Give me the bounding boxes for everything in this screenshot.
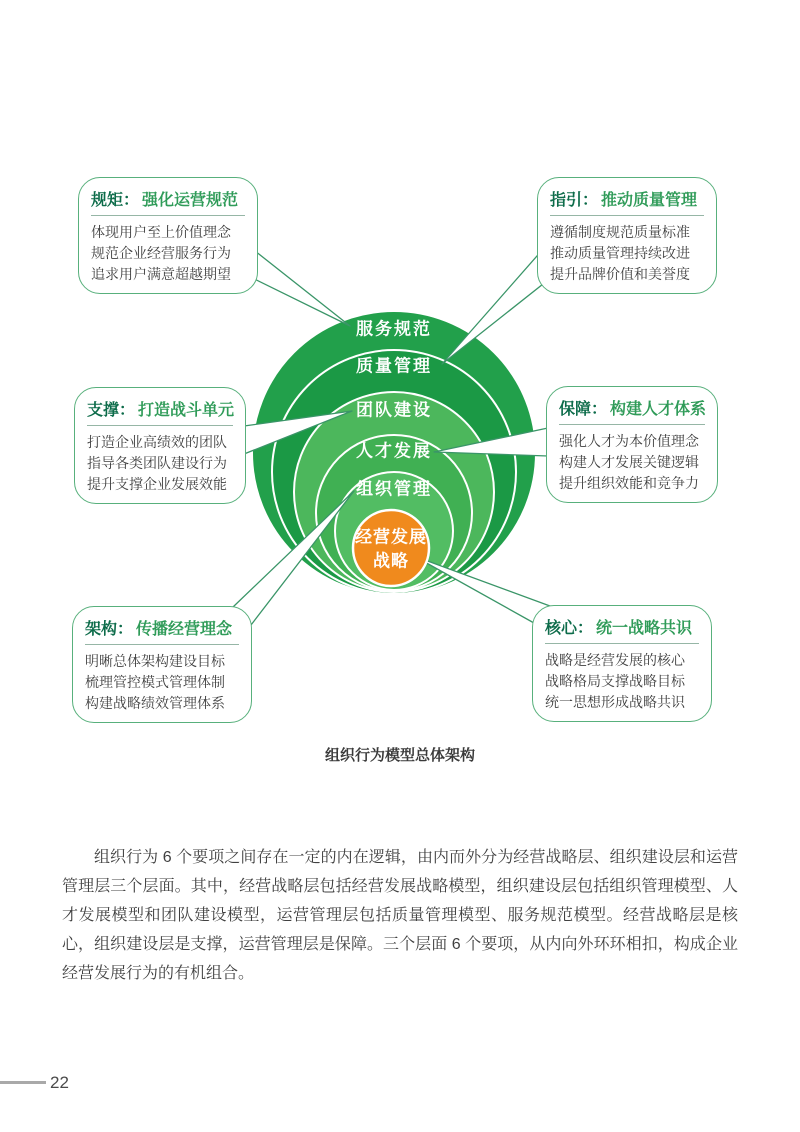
callout-title [545, 615, 699, 638]
ring-label-team-building: 团队建设 [356, 400, 432, 420]
page-number: 22 [50, 1073, 69, 1092]
callout-title-rest: 强化运营规范 [142, 192, 239, 209]
callout-text-line: 构建战略绩效管理体系 [85, 695, 225, 711]
callout-title [91, 187, 245, 210]
callout-title-prefix: 核心： [545, 620, 594, 637]
callout-text-line: 构建人才发展关键逻辑 [559, 454, 699, 470]
callout-text-line: 梳理管控模式管理体制 [85, 674, 225, 690]
body-paragraph: 组织行为 6 个要项之间存在一定的内在逻辑，由内而外分为经营战略层、组织建设层和运营管理层三个层面。其中，经营战略层包括经营发展战略模型，组织建设层包括组织管理模型、人才发展模型和团队建设模型，运营管理层包括质量管理模型、服务规范模型。经营战略层是核心，组织建设层是支撑，运营管理层是保障。三个层面 6 个要项，从内向外环环相扣，构成企业经营发展行为的有机组合。 [62, 849, 738, 982]
callout-text-line: 提升组织效能和竞争力 [559, 475, 699, 491]
callout-title-prefix: 架构： [85, 621, 134, 638]
callout-text-line: 规范企业经营服务行为 [91, 245, 231, 261]
callout-guiju-operation-standards [78, 177, 258, 294]
callout-baozhang-talent-system [546, 386, 718, 503]
title-underline [91, 215, 245, 216]
callout-title-rest: 传播经营理念 [136, 621, 233, 638]
title-underline [550, 215, 704, 216]
callout-title [550, 187, 704, 210]
callout-title-prefix: 指引： [550, 192, 599, 209]
ring-label-organization-management: 组织管理 [356, 479, 432, 499]
callout-title-rest: 打造战斗单元 [138, 402, 235, 419]
ring-label-talent-development: 人才发展 [356, 441, 432, 461]
callout-hexin-strategy-consensus [532, 605, 712, 722]
callout-title-prefix: 保障： [559, 401, 608, 418]
callout-text-line: 体现用户至上价值理念 [91, 224, 231, 240]
callout-text-line: 指导各类团队建设行为 [87, 455, 227, 471]
title-underline [87, 425, 233, 426]
callout-title-prefix: 支撑： [87, 402, 136, 419]
callout-text-line: 战略格局支撑战略目标 [545, 673, 685, 689]
title-underline [85, 644, 239, 645]
callout-text-line: 提升支撑企业发展效能 [87, 476, 227, 492]
callout-title [87, 397, 233, 420]
callout-text-line: 遵循制度规范质量标准 [550, 224, 690, 240]
callout-text-line: 提升品牌价值和美誉度 [550, 266, 690, 282]
callout-text-line: 战略是经营发展的核心 [545, 652, 685, 668]
callout-text-line: 打造企业高绩效的团队 [87, 434, 227, 450]
ring-label-quality-management: 质量管理 [356, 356, 432, 376]
callout-title [85, 616, 239, 639]
callout-text-line: 明晰总体架构建设目标 [85, 653, 225, 669]
title-underline [545, 643, 699, 644]
callout-title-rest: 推动质量管理 [601, 192, 698, 209]
callout-title [559, 396, 705, 419]
center-circle-business-strategy [353, 510, 429, 586]
title-underline [559, 424, 705, 425]
callout-title-rest: 统一战略共识 [596, 620, 693, 637]
callout-text-line: 统一思想形成战略共识 [545, 694, 685, 710]
callout-text-line: 推动质量管理持续改进 [550, 245, 690, 261]
callout-text-line: 强化人才为本价值理念 [559, 433, 699, 449]
callout-title-prefix: 规矩： [91, 192, 140, 209]
footer-rule [0, 1081, 46, 1084]
center-label-line1: 经营发展 [355, 527, 427, 547]
callout-title-rest: 构建人才体系 [610, 401, 707, 418]
ring-label-service-standards: 服务规范 [356, 319, 432, 339]
callout-text-line: 追求用户满意超越期望 [91, 266, 231, 282]
callout-jiagou-business-philosophy [72, 606, 252, 723]
figure-caption: 组织行为模型总体架构 [324, 747, 475, 764]
center-label-line2: 战略 [373, 551, 409, 571]
callout-zhicheng-combat-units [74, 387, 246, 504]
callout-zhiyin-quality-management [537, 177, 717, 294]
